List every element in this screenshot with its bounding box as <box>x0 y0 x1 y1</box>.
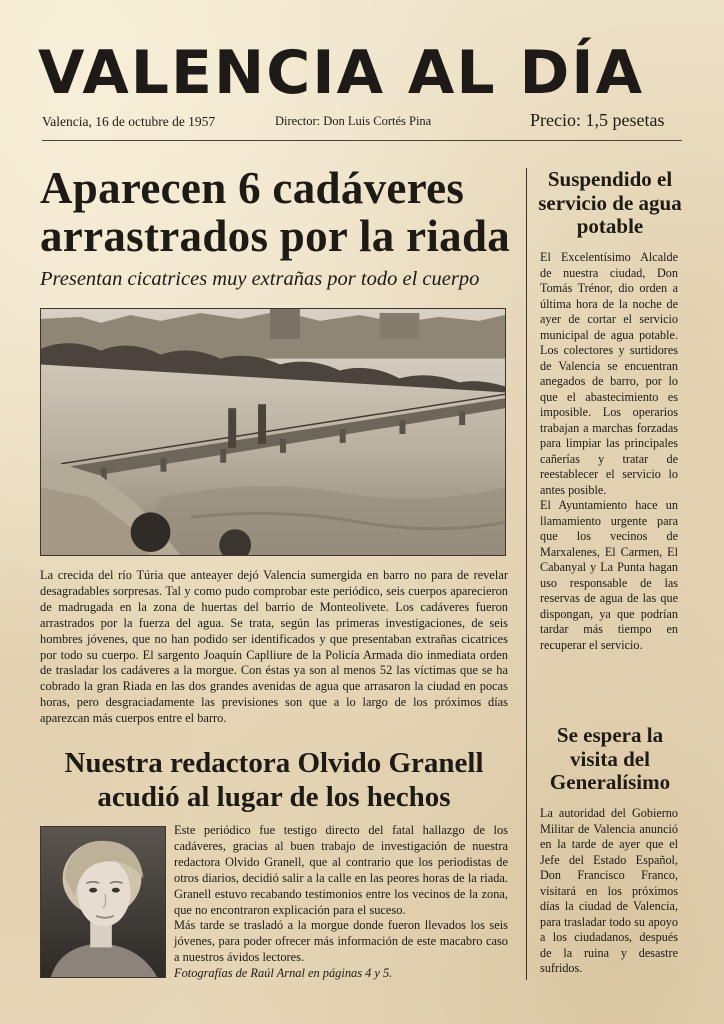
sidebar-visit-paragraph-1: La autoridad del Gobierno Militar de Valencia anunció en la tarde de ayer que el Jefe del Estado Español, Don Francisco Franco, visitará en los próximos días la ciudad de Valencia, para trasladar todo su apoyo a los ciudadanos, después de la ruina y desastre sufridos. <box>540 806 678 975</box>
flood-photo-illustration <box>41 309 505 555</box>
column-divider <box>526 168 527 980</box>
issue-date: Valencia, 16 de octubre de 1957 <box>42 114 216 129</box>
sidebar-body-visit <box>540 806 678 977</box>
main-story-body: La crecida del río Túria que anteayer dejó Valencia sumergida en barro no para de revelar desagradables sorpresas. Tal y como pudo comprobar este periódico, seis cuerpos aparecieron de madrugada en la zona de huertas del barrio de Monteolivete. Los cadáveres fueron arrastrados por la fuerza del agua. Se trata, según las primeras investigaciones, de seis hombres jóvenes, que no han podido ser identificados y que presentaban extrañas cicatrices por todo su cuerpo. El sargento Joaquín Caplliure de la Policía Armada dio inmediata orden de trasladar los cadáveres a la morgue. Con éstas ya son al menos 52 las víctimas que se ha cobrado la gran Riada en las dos grandes avenidas de agua que arrasaron la ciudad en pocas horas, pero desgraciadamente las previsiones son que a lo largo de los próximos días aparezcan más cuerpos entre el barro. <box>40 568 508 726</box>
sidebar-water-paragraph-1: El Excelentísimo Alcalde de nuestra ciudad, Don Tomás Trénor, dio orden a última hora de la noche de ayer de cortar el servicio municipal de agua potable. Los colectores y surtidores de Valencia se encuentran anegados de barro, por lo que el abastecimiento es imposible. Los operarios trabajan a marchas forzadas para limpiar las principales cañerías y tratar de reestablecer el servicio lo antes posible. <box>540 250 678 497</box>
director-line: Director: Don Luis Cortés Pina <box>275 114 432 128</box>
reporter-portrait-photo <box>40 826 166 978</box>
sidebar-headline-visit: Se espera la visita del Generalísimo <box>549 723 671 794</box>
second-story-paragraph-1: Este periódico fue testigo directo del fatal hallazgo de los cadáveres, gracias al buen trabajo de investigación de nuestra redactora Olvido Granell, que al contrario que los periodistas de otros diarios, decidió salir a la calle en las peores horas de la riada. Granell estuvo recabando testimonios entre los vecinos de la zona, que no encontraron explicación para el suceso. <box>174 823 508 917</box>
flooded-river-bridge-photo <box>40 308 506 556</box>
photo-credit-caption: Fotografías de Raúl Arnal en páginas 4 y 5. <box>174 966 393 981</box>
sidebar-water-paragraph-2: El Ayuntamiento hace un llamamiento urgente para que los vecinos de Marxalenes, El Carmen, El Cabanyal y La Punta hagan uso responsable de las reservas de agua de las que dispongan, ya que podrían tardar más tiempo en recuperar el servicio. <box>540 498 678 652</box>
masthead-divider <box>42 140 682 141</box>
newspaper-masthead: VALENCIA AL DÍA <box>38 38 645 108</box>
portrait-illustration <box>41 827 165 977</box>
main-headline: Aparecen 6 cadáveres arrastrados por la riada <box>40 163 511 261</box>
main-subheadline: Presentan cicatrices muy extrañas por todo el cuerpo <box>40 268 480 290</box>
sidebar-body-water <box>540 250 678 653</box>
price-line: Precio: 1,5 pesetas <box>530 110 665 130</box>
second-story-body <box>174 823 508 982</box>
second-story-paragraph-2: Más tarde se trasladó a la morgue donde fueron llevados los seis jóvenes, para poder ofrecer más información de este macabro caso a nuestros ávidos lectores. <box>174 918 508 965</box>
second-headline: Nuestra redactora Olvido Granell acudió al lugar de los hechos <box>64 747 484 813</box>
sidebar-headline-water: Suspendido el servicio de agua potable <box>538 167 682 238</box>
